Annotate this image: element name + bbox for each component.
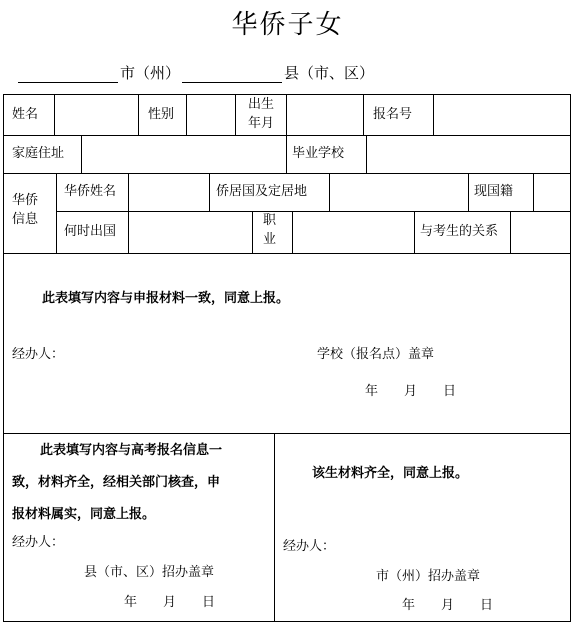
city-handler-label: 经办人： bbox=[283, 539, 336, 554]
county-statement-line3: 报材料属实，同意上报。 bbox=[12, 507, 156, 522]
county-blank[interactable] bbox=[182, 66, 282, 83]
row-divider bbox=[4, 135, 570, 136]
reg-no-field[interactable] bbox=[435, 97, 568, 133]
city-seal-label: 市（州）招办盖章 bbox=[376, 569, 481, 584]
county-statement-line2: 致，材料齐全，经相关部门核查，申 bbox=[12, 475, 221, 490]
row-divider bbox=[4, 253, 570, 254]
reg-no-label: 报名号 bbox=[373, 106, 413, 122]
county-handler-label: 经办人： bbox=[12, 535, 65, 550]
col-divider bbox=[292, 211, 293, 253]
col-divider bbox=[81, 135, 82, 173]
gender-field[interactable] bbox=[188, 97, 233, 133]
col-divider bbox=[56, 173, 57, 253]
school-seal-label: 学校（报名点）盖章 bbox=[317, 347, 435, 362]
residence-country-label: 侨居国及定居地 bbox=[216, 183, 308, 199]
departure-time-label: 何时出国 bbox=[64, 223, 117, 239]
county-statement-line1: 此表填写内容与高考报名信息一 bbox=[40, 443, 223, 458]
occupation-label-line1: 职 bbox=[263, 213, 277, 228]
county-label: 县（市、区） bbox=[284, 64, 375, 82]
col-divider bbox=[366, 135, 367, 173]
birth-label-line2: 年月 bbox=[248, 116, 275, 131]
region-line bbox=[18, 62, 376, 83]
name-label: 姓名 bbox=[12, 106, 39, 122]
overseas-name-label: 华侨姓名 bbox=[64, 183, 117, 199]
nationality-field[interactable] bbox=[535, 175, 568, 209]
col-divider bbox=[533, 173, 534, 211]
col-divider bbox=[209, 173, 210, 211]
col-divider bbox=[54, 95, 55, 135]
col-divider bbox=[186, 95, 187, 135]
city-blank[interactable] bbox=[18, 66, 118, 83]
col-divider bbox=[286, 95, 287, 135]
relation-field[interactable] bbox=[512, 213, 568, 251]
birth-label-line1: 出生 bbox=[248, 97, 275, 112]
city-statement: 该生材料齐全，同意上报。 bbox=[312, 466, 469, 481]
county-statement bbox=[12, 435, 270, 531]
school-label: 毕业学校 bbox=[292, 145, 345, 161]
gender-label: 性别 bbox=[148, 106, 175, 122]
name-field[interactable] bbox=[56, 97, 136, 133]
col-divider bbox=[128, 173, 129, 253]
county-seal-label: 县（市、区）招办盖章 bbox=[84, 565, 215, 580]
form-title: 华侨子女 bbox=[231, 10, 344, 40]
col-divider bbox=[468, 173, 469, 211]
departure-time-field[interactable] bbox=[130, 213, 250, 251]
col-divider bbox=[329, 173, 330, 211]
city-date: 年 月 日 bbox=[402, 598, 494, 613]
occupation-field[interactable] bbox=[294, 213, 412, 251]
col-divider bbox=[510, 211, 511, 253]
residence-country-field[interactable] bbox=[331, 175, 466, 209]
school-statement: 此表填写内容与申报材料一致，同意上报。 bbox=[42, 291, 290, 306]
col-divider bbox=[252, 211, 253, 253]
row-divider bbox=[4, 433, 570, 434]
col-divider bbox=[138, 95, 139, 135]
school-handler-label: 经办人： bbox=[12, 347, 65, 362]
address-field[interactable] bbox=[83, 137, 284, 171]
occupation-label-line2: 业 bbox=[263, 232, 277, 247]
form-table bbox=[3, 94, 571, 622]
col-divider bbox=[363, 95, 364, 135]
school-field[interactable] bbox=[368, 137, 568, 171]
birth-field[interactable] bbox=[288, 97, 361, 133]
overseas-section-label-line2: 信息 bbox=[12, 212, 39, 227]
relation-label: 与考生的关系 bbox=[420, 223, 499, 239]
address-label: 家庭住址 bbox=[12, 145, 65, 161]
overseas-section-label-line1: 华侨 bbox=[12, 193, 39, 208]
overseas-name-field[interactable] bbox=[130, 175, 207, 209]
county-date: 年 月 日 bbox=[124, 595, 216, 610]
city-label: 市（州） bbox=[120, 64, 181, 82]
col-divider bbox=[286, 135, 287, 173]
col-divider bbox=[433, 95, 434, 135]
col-divider bbox=[274, 433, 275, 621]
nationality-label: 现国籍 bbox=[474, 183, 514, 199]
col-divider bbox=[235, 95, 236, 135]
school-date: 年 月 日 bbox=[365, 384, 457, 399]
col-divider bbox=[414, 211, 415, 253]
